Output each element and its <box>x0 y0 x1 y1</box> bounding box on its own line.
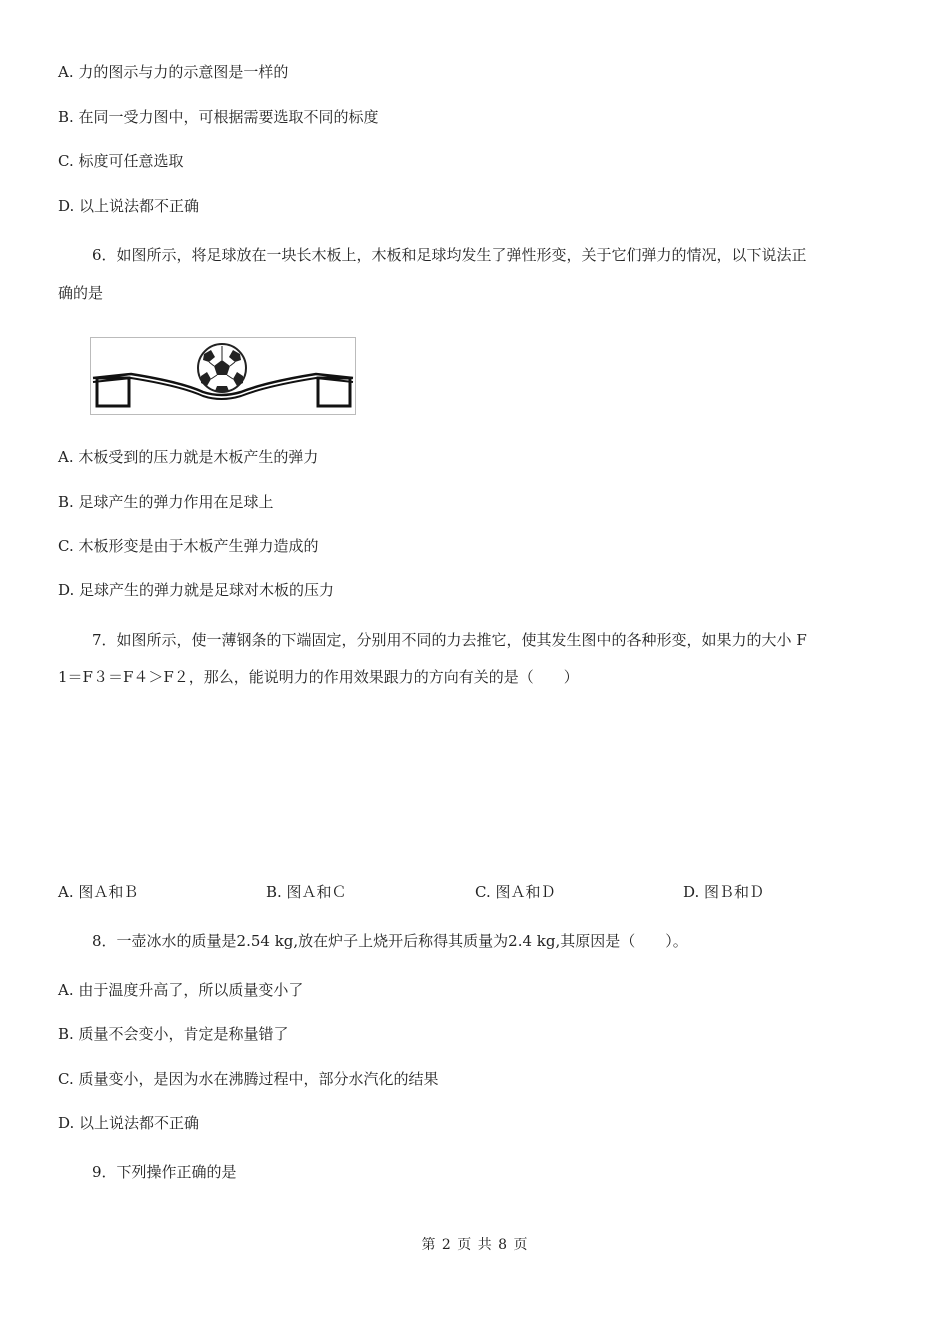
q5-option-b: B. 在同一受力图中，可根据需要选取不同的标度 <box>58 108 379 126</box>
q6-stem-line1: 6．如图所示，将足球放在一块长木板上，木板和足球均发生了弹性形变，关于它们弹力的情况，以下说法正 <box>92 246 807 264</box>
q6-option-d: D. 足球产生的弹力就是足球对木板的压力 <box>58 581 335 599</box>
q9-stem: 9．下列操作正确的是 <box>92 1163 237 1181</box>
q8-option-a: A. 由于温度升高了，所以质量变小了 <box>58 981 304 999</box>
q5-option-a: A. 力的图示与力的示意图是一样的 <box>58 63 289 81</box>
q7-option-d: D. 图Ｂ和Ｄ <box>683 883 765 901</box>
q6-stem-line2: 确的是 <box>58 284 104 302</box>
q7-option-c: C. 图Ａ和Ｄ <box>475 883 556 901</box>
q6-option-c: C. 木板形变是由于木板产生弹力造成的 <box>58 537 319 555</box>
q7-stem-line1: 7．如图所示，使一薄钢条的下端固定，分别用不同的力去推它，使其发生图中的各种形变，如果力的大小 F <box>92 631 807 649</box>
football-icon <box>198 344 246 392</box>
q8-option-b: B. 质量不会变小，肯定是称量错了 <box>58 1025 289 1043</box>
q8-option-d: D. 以上说法都不正确 <box>58 1114 200 1132</box>
q5-option-d: D. 以上说法都不正确 <box>58 197 200 215</box>
q5-option-c: C. 标度可任意选取 <box>58 152 184 170</box>
q6-option-a: A. 木板受到的压力就是木板产生的弹力 <box>58 448 319 466</box>
right-support-block <box>318 378 350 406</box>
left-support-block <box>97 378 129 406</box>
q8-stem: 8．一壶冰水的质量是2.54 kg,放在炉子上烧开后称得其质量为2.4 kg,其原因是（ ）。 <box>92 932 688 950</box>
q7-option-b: B. 图Ａ和Ｃ <box>266 883 347 901</box>
q7-stem-line2: 1＝F３＝F４＞F２，那么，能说明力的作用效果跟力的方向有关的是（ ） <box>58 668 579 686</box>
q7-option-a: A. 图Ａ和Ｂ <box>58 883 139 901</box>
q6-option-b: B. 足球产生的弹力作用在足球上 <box>58 493 274 511</box>
page-footer: 第 2 页 共 8 页 <box>421 1237 529 1253</box>
football-board-diagram <box>91 338 355 414</box>
q8-option-c: C. 质量变小，是因为水在沸腾过程中，部分水汽化的结果 <box>58 1070 439 1088</box>
q6-football-on-board-figure <box>90 337 356 415</box>
